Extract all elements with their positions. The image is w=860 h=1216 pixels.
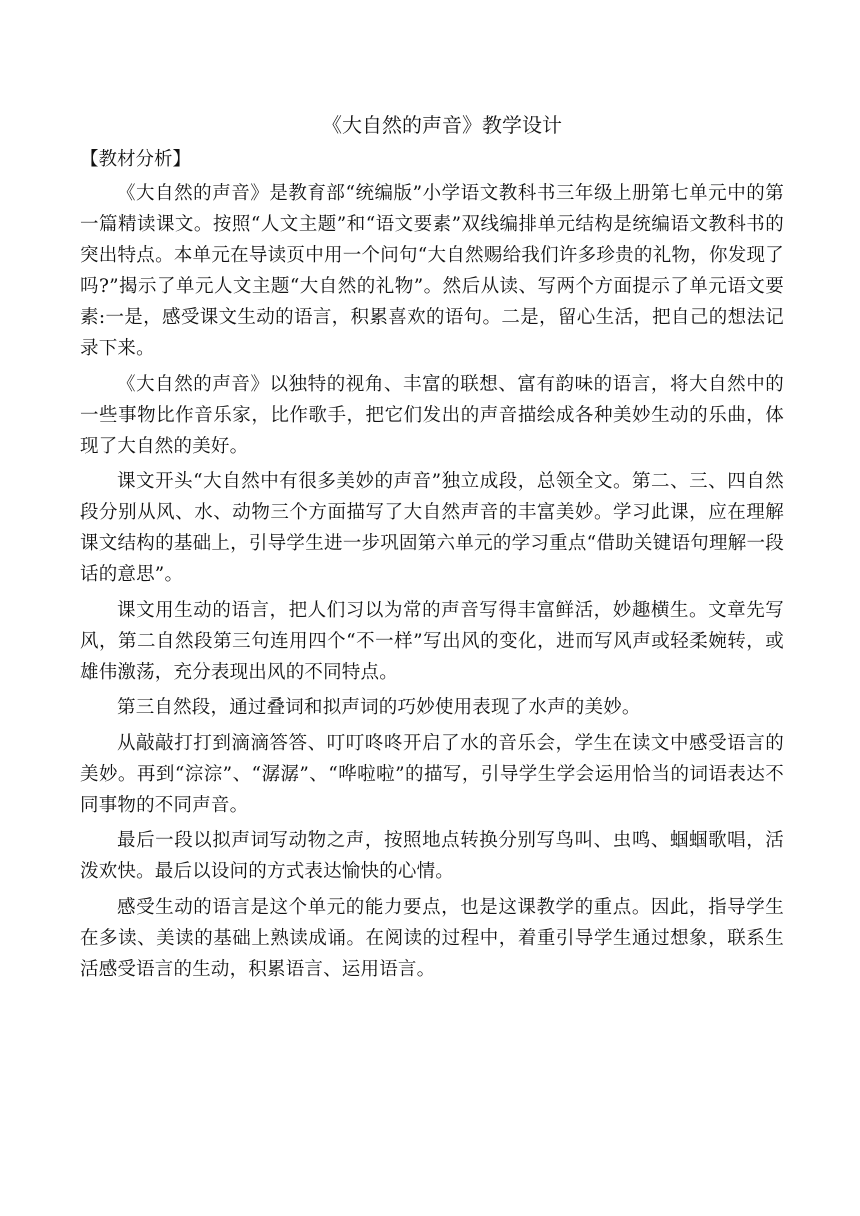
paragraph-7: 最后一段以拟声词写动物之声，按照地点转换分别写鸟叫、虫鸣、蝈蝈歌唱，活泼欢快。最后以设问的方式表达愉快的心情。 bbox=[80, 830, 784, 882]
paragraph-6: 从敲敲打打到滴滴答答、叮叮咚咚开启了水的音乐会，学生在读文中感受语言的美妙。再到“淙淙”、“潺潺”、“哗啦啦”的描写，引导学生学会运用恰当的词语表达不同事物的不同声音。 bbox=[80, 732, 784, 816]
paragraph-2: 《大自然的声音》以独特的视角、丰富的联想、富有韵味的语言，将大自然中的一些事物比作音乐家，比作歌手，把它们发出的声音描绘成各种美妙生动的乐曲，体现了大自然的美好。 bbox=[80, 373, 784, 457]
paragraph-4: 课文用生动的语言，把人们习以为常的声音写得丰富鲜活，妙趣横生。文章先写风，第二自然段第三句连用四个“不一样”写出风的变化，进而写风声或轻柔婉转，或雄伟激荡，充分表现出风的不同特点。 bbox=[80, 599, 784, 683]
paragraph-8: 感受生动的语言是这个单元的能力要点，也是这课教学的重点。因此，指导学生在多读、美读的基础上熟读成诵。在阅读的过程中，着重引导学生通过想象，联系生活感受语言的生动，积累语言、运用语言。 bbox=[80, 896, 784, 980]
paragraph-1: 《大自然的声音》是教育部“统编版”小学语文教科书三年级上册第七单元中的第一篇精读课文。按照“人文主题”和“语文要素”双线编排单元结构是统编语文教科书的突出特点。本单元在导读页中用一个问句“大自然赐给我们许多珍贵的礼物，你发现了吗?”揭示了单元人文主题“大自然的礼物”。然后从读、写两个方面提示了单元语文要素:一是，感受课文生动的语言，积累喜欢的语句。二是，留心生活，把自己的想法记录下来。 bbox=[80, 183, 784, 359]
paragraph-5: 第三自然段，通过叠词和拟声词的巧妙使用表现了水声的美妙。 bbox=[117, 697, 641, 718]
document-title: 《大自然的声音》教学设计 bbox=[322, 113, 562, 137]
paragraph-3: 课文开头“大自然中有很多美妙的声音”独立成段，总领全文。第二、三、四自然段分别从风、水、动物三个方面描写了大自然声音的丰富美妙。学习此课，应在理解课文结构的基础上，引导学生进一步巩固第六单元的学习重点“借助关键语句理解一段话的意思”。 bbox=[80, 471, 784, 585]
document-body bbox=[80, 108, 784, 989]
section-heading: 【教材分析】 bbox=[80, 149, 192, 170]
